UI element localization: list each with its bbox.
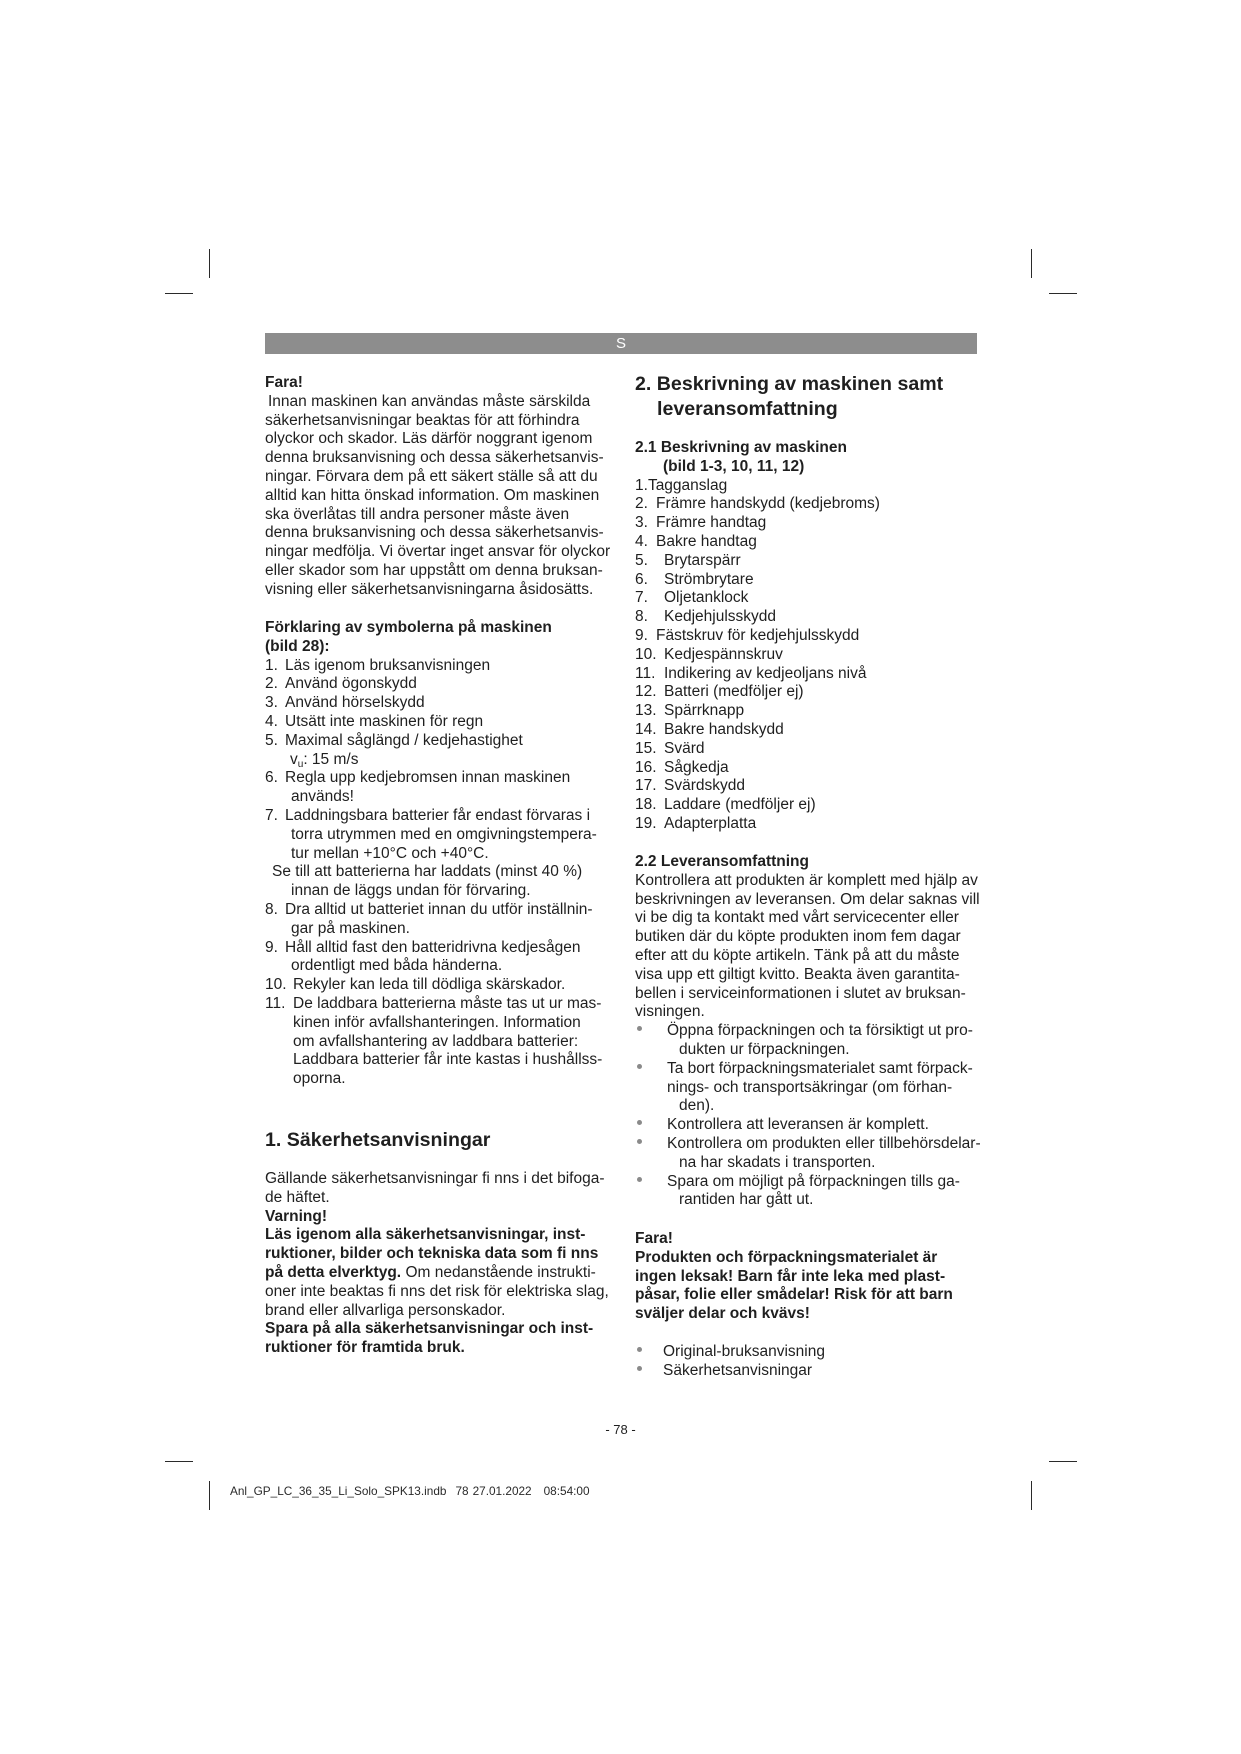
item-number: 10. <box>265 976 287 994</box>
part-item <box>635 552 880 571</box>
safety-intro-line: Gällande säkerhetsanvisningar fi nns i det bifoga- <box>265 1170 605 1187</box>
part-label: Laddare (medföljer ej) <box>664 796 816 814</box>
item-text-continued: tur mellan +10°C och +40°C. <box>291 844 489 862</box>
delivery-heading: 2.2 Leveransomfattning <box>635 853 809 870</box>
step-text: Spara om möjligt på förpackningen tills ga- <box>667 1172 960 1190</box>
item-text: Dra alltid ut batteriet innan du utför inställnin- <box>285 900 593 918</box>
part-number: 9. <box>635 626 648 644</box>
item-text: Använd hörselskydd <box>285 694 425 712</box>
symbol-item <box>265 713 602 732</box>
step-text-continued: rantiden har gått ut. <box>679 1191 814 1209</box>
symbols-title: (bild 28): <box>265 637 330 655</box>
crop-mark <box>165 1461 193 1462</box>
part-item <box>635 702 880 721</box>
part-label: Främre handskydd (kedjebroms) <box>656 495 880 513</box>
safety-text-line: Om nedanstående instrukti- <box>405 1263 596 1281</box>
bullet-icon <box>637 1177 642 1182</box>
part-label: Adapterplatta <box>664 814 757 832</box>
contents-item <box>635 1343 825 1362</box>
symbol-item <box>265 675 602 694</box>
warning-line: ningar medfölja. Vi övertar inget ansvar för olyckor <box>265 543 611 561</box>
item-number: 4. <box>265 712 278 730</box>
section-heading-description <box>635 372 943 421</box>
warning-line: Innan maskinen kan användas måste särskilda <box>268 392 591 410</box>
item-number: 2. <box>265 675 278 693</box>
step-text-continued: den). <box>679 1097 715 1115</box>
delivery-line: vi be dig ta kontakt med vårt servicecenter eller <box>635 909 959 927</box>
part-number: 13. <box>635 702 657 720</box>
item-number: 3. <box>265 694 278 712</box>
part-number: 3. <box>635 514 648 532</box>
part-label: Fästskruv för kedjehjulsskydd <box>656 626 860 644</box>
item-number: 6. <box>265 769 278 787</box>
delivery-line: bellen i serviceinformationen i slutet av bruksan- <box>635 984 966 1002</box>
print-time: 08:54:00 <box>543 1484 590 1498</box>
part-label: Bakre handtag <box>656 532 757 550</box>
part-item <box>635 665 880 684</box>
item-text-continued: används! <box>291 788 354 806</box>
item-text-continued: om avfallshantering av laddbara batterier: <box>293 1032 579 1050</box>
part-item <box>635 589 880 608</box>
safety-bold-line: på detta elverktyg. <box>265 1263 402 1281</box>
item-text: Laddningsbara batterier får endast förvaras i <box>285 806 591 824</box>
part-label: Kedjehjulsskydd <box>664 608 777 626</box>
symbol-item <box>265 769 602 788</box>
part-number: 12. <box>635 683 657 701</box>
danger-line: påsar, folie eller smådelar! Risk för att barn <box>635 1286 953 1304</box>
delivery-step <box>635 1060 981 1079</box>
item-text-continued: Laddbara batterier får inte kastas i hushållss- <box>293 1051 603 1069</box>
bullet-icon <box>637 1366 642 1371</box>
warning-line: säkerhetsanvisningar beaktas för att förhindra <box>265 411 580 429</box>
part-item <box>635 571 880 590</box>
symbol-item <box>265 976 602 995</box>
crop-mark <box>1031 1481 1032 1510</box>
heading-line: leveransomfattning <box>657 397 838 420</box>
part-item <box>635 514 880 533</box>
symbols-section <box>265 619 602 1089</box>
section-heading-safety: 1. Säkerhetsanvisningar <box>265 1129 491 1151</box>
item-number: 7. <box>265 806 278 824</box>
page-number: - 78 - <box>605 1422 636 1437</box>
part-label: Batteri (medföljer ej) <box>664 683 804 701</box>
print-file: Anl_GP_LC_36_35_Li_Solo_SPK13.indb <box>230 1484 447 1498</box>
safety-warning-title: Varning! <box>265 1207 328 1225</box>
danger-section <box>635 1230 953 1324</box>
item-note-continued: innan de läggs undan för förvaring. <box>291 882 531 900</box>
contents-list <box>635 1343 825 1381</box>
step-text: Kontrollera att leveransen är komplett. <box>667 1116 929 1134</box>
contents-text: Säkerhetsanvisningar <box>663 1361 813 1379</box>
item-number: 1. <box>265 656 278 674</box>
contents-text: Original-bruksanvisning <box>663 1343 825 1360</box>
subheading: (bild 1-3, 10, 11, 12) <box>663 457 805 475</box>
item-number: 8. <box>265 900 278 918</box>
part-item <box>635 796 880 815</box>
part-item <box>635 533 880 552</box>
item-text: Läs igenom bruksanvisningen <box>285 656 491 674</box>
crop-mark <box>165 293 193 294</box>
danger-title: Fara! <box>635 1230 673 1247</box>
bullet-icon <box>637 1026 642 1031</box>
bullet-icon <box>637 1139 642 1144</box>
part-label: Strömbrytare <box>664 570 754 588</box>
parts-section <box>635 439 880 834</box>
speed-value <box>265 751 602 770</box>
symbol-item <box>265 939 602 958</box>
symbols-title: Förklaring av symbolerna på maskinen <box>265 619 552 636</box>
bullet-icon <box>637 1120 642 1125</box>
delivery-line: visa upp ett giltigt kvitto. Beakta även garantita- <box>635 965 960 983</box>
heading-line: 2. Beskrivning av maskinen samt <box>635 373 944 395</box>
item-text-continued: kinen inför avfallshanteringen. Information <box>293 1013 581 1031</box>
warning-line: alltid kan hitta önskad information. Om maskinen <box>265 486 600 504</box>
delivery-line: efter att du köpte artikeln. Tänk på att du måste <box>635 946 960 964</box>
delivery-line: Kontrollera att produkten är komplett med hjälp av <box>635 871 978 889</box>
warning-section <box>265 374 610 600</box>
safety-text-line: oner inte beaktas fi nns det risk för elektriska slag, <box>265 1282 609 1300</box>
bullet-icon <box>637 1064 642 1069</box>
part-label: Indikering av kedjeoljans nivå <box>664 664 867 682</box>
crop-mark <box>1049 1461 1077 1462</box>
warning-line: visning eller säkerhetsanvisningarna åsidosätts. <box>265 580 594 598</box>
step-text: Ta bort förpackningsmaterialet samt förpack- <box>667 1059 973 1077</box>
part-item <box>635 740 880 759</box>
part-number: 7. <box>635 589 648 607</box>
part-number: 4. <box>635 532 648 550</box>
safety-text-line: brand eller allvarliga personskador. <box>265 1301 506 1319</box>
symbol-item <box>265 901 602 920</box>
speed-subscript: u <box>297 758 304 770</box>
part-item <box>635 627 880 646</box>
step-text-continued: dukten ur förpackningen. <box>679 1040 850 1058</box>
part-number: 5. <box>635 551 648 569</box>
item-number: 11. <box>265 994 286 1012</box>
subheading: 2.1 Beskrivning av maskinen <box>635 439 847 456</box>
part-item <box>635 683 880 702</box>
part-label: Oljetanklock <box>664 589 749 607</box>
crop-mark <box>1031 249 1032 278</box>
language-label: S <box>615 335 626 352</box>
item-text: Använd ögonskydd <box>285 675 417 693</box>
safety-intro-line: de häftet. <box>265 1188 330 1206</box>
print-info <box>230 1484 590 1499</box>
danger-line: Produkten och förpackningsmaterialet är <box>635 1248 938 1266</box>
part-label: Främre handtag <box>656 514 767 532</box>
part-label: Tagganslag <box>647 476 728 494</box>
print-page: 78 <box>455 1484 469 1498</box>
warning-line: olyckor och skador. Läs därför noggrant igenom <box>265 430 593 448</box>
delivery-step <box>635 1135 981 1154</box>
part-number: 6. <box>635 570 648 588</box>
step-text-continued: na har skadats i transporten. <box>679 1153 876 1171</box>
symbol-item <box>265 657 602 676</box>
symbol-item <box>265 807 602 826</box>
delivery-line: butiken där du köpte produkten inom fem dagar <box>635 928 961 946</box>
danger-line: sväljer delar och kvävs! <box>635 1305 810 1323</box>
part-number: 8. <box>635 608 648 626</box>
warning-line: eller skador som har uppstått om denna bruksan- <box>265 561 603 579</box>
part-number: 11. <box>635 664 656 682</box>
item-text: De laddbara batterierna måste tas ut ur mas- <box>293 994 602 1012</box>
part-item <box>635 777 880 796</box>
part-item <box>635 646 880 665</box>
part-item <box>635 815 880 834</box>
warning-title: Fara! <box>265 374 303 391</box>
item-note: Se till att batterierna har laddats (minst 40 %) <box>272 863 583 881</box>
safety-mixed-line <box>265 1264 609 1283</box>
part-label: Svärdskydd <box>664 777 745 795</box>
part-number: 14. <box>635 720 657 738</box>
part-number: 2. <box>635 495 648 513</box>
item-text-continued: oporna. <box>293 1070 346 1088</box>
crop-mark <box>209 249 210 278</box>
crop-mark <box>1049 293 1077 294</box>
item-text: Maximal såglängd / kedjehastighet <box>285 731 523 749</box>
symbol-item <box>265 694 602 713</box>
part-item <box>635 721 880 740</box>
part-item <box>635 759 880 778</box>
item-text-continued: ordentligt med båda händerna. <box>291 957 503 975</box>
item-text: Regla upp kedjebromsen innan maskinen <box>285 769 571 787</box>
item-text: Rekyler kan leda till dödliga skärskador. <box>293 976 566 994</box>
delivery-step <box>635 1173 981 1192</box>
warning-line: ningar. Förvara dem på ett säkert ställe så att du <box>265 467 598 485</box>
step-text: Kontrollera om produkten eller tillbehörsdelar- <box>667 1134 981 1152</box>
item-text: Utsätt inte maskinen för regn <box>285 712 484 730</box>
safety-closing-line: ruktioner för framtida bruk. <box>265 1339 465 1357</box>
part-item <box>635 495 880 514</box>
crop-mark <box>209 1481 210 1510</box>
item-number: 5. <box>265 731 278 749</box>
delivery-line: beskrivningen av leveransen. Om delar saknas vill <box>635 890 980 908</box>
item-text-continued: torra utrymmen med en omgivningstempera- <box>291 825 597 843</box>
warning-line: ska överlåtas till andra personer måste även <box>265 505 570 523</box>
danger-line: ingen leksak! Barn får inte leka med plast- <box>635 1267 946 1285</box>
part-number: 17. <box>635 777 657 795</box>
warning-line: denna bruksanvisning och dessa säkerhetsanvis- <box>265 524 604 542</box>
delivery-step <box>635 1116 981 1135</box>
print-date: 27.01.2022 <box>472 1484 532 1498</box>
part-item <box>635 608 880 627</box>
part-number: 1. <box>635 476 648 494</box>
part-number: 18. <box>635 796 657 814</box>
part-item <box>635 477 880 496</box>
part-label: Sågkedja <box>664 758 729 776</box>
item-text-continued: gar på maskinen. <box>291 919 410 937</box>
delivery-step <box>635 1022 981 1041</box>
symbol-item <box>265 732 602 751</box>
warning-line: denna bruksanvisning och dessa säkerhetsanvis- <box>265 449 604 467</box>
step-text-continued: nings- och transportsäkringar (om förhan- <box>667 1078 953 1096</box>
part-label: Kedjespännskruv <box>664 645 783 663</box>
symbol-item <box>265 995 602 1014</box>
speed-symbol: v <box>290 750 298 768</box>
safety-bold-line: Läs igenom alla säkerhetsanvisningar, inst- <box>265 1226 586 1244</box>
part-label: Bakre handskydd <box>664 720 784 738</box>
safety-closing-line: Spara på alla säkerhetsanvisningar och inst- <box>265 1320 594 1338</box>
part-number: 15. <box>635 739 657 757</box>
delivery-section <box>635 853 981 1210</box>
safety-bold-line: ruktioner, bilder och tekniska data som fi nns <box>265 1245 599 1263</box>
part-label: Brytarspärr <box>664 551 741 569</box>
item-number: 9. <box>265 938 278 956</box>
delivery-line: visningen. <box>635 1003 705 1021</box>
step-text: Öppna förpackningen och ta försiktigt ut pro- <box>667 1022 973 1040</box>
contents-item <box>635 1362 825 1381</box>
item-text: Håll alltid fast den batteridrivna kedjesågen <box>285 938 581 956</box>
part-label: Svärd <box>664 739 705 757</box>
part-number: 16. <box>635 758 657 776</box>
speed-number: : 15 m/s <box>303 750 359 768</box>
part-number: 10. <box>635 645 657 663</box>
right-column <box>635 0 985 1754</box>
bullet-icon <box>637 1347 642 1352</box>
part-number: 19. <box>635 814 657 832</box>
safety-section <box>265 1170 609 1358</box>
part-label: Spärrknapp <box>664 702 745 720</box>
